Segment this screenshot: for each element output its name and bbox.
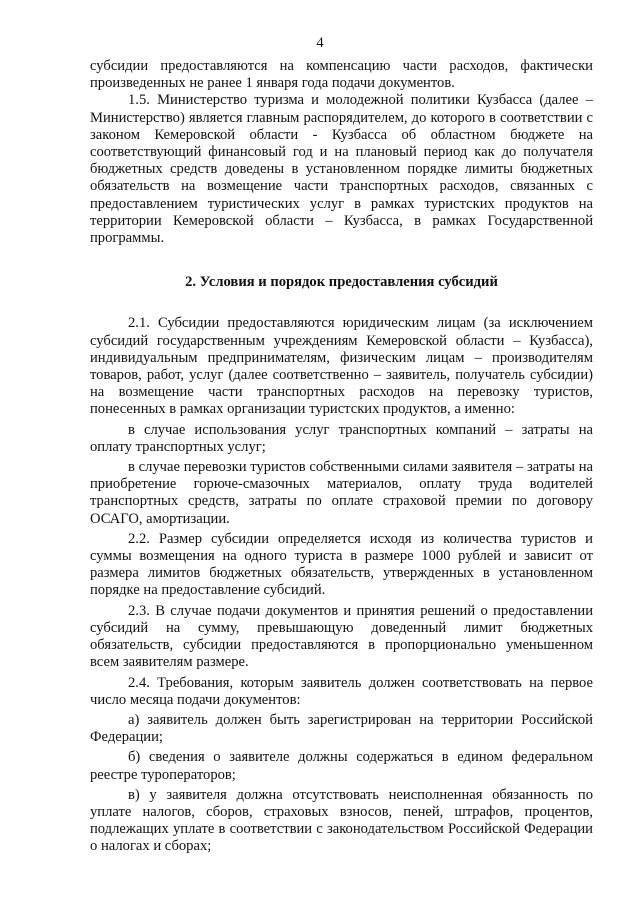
paragraph-2-2: 2.2. Размер субсидии определяется исходя из количества туристов и суммы возмещения на одного туриста в размере 1000 рублей и зависит от размера лимитов бюджетных обязательств, утвержденных в установленном порядке на предоставление субсидий. [90, 530, 593, 599]
paragraph-transport-companies: в случае использования услуг транспортных компаний – затраты на оплату транспортных услуг; [90, 421, 593, 455]
paragraph-requirement-v: в) у заявителя должна отсутствовать неисполненная обязанность по уплате налогов, сборов, страховых взносов, пеней, штрафов, процентов, подлежащих уплате в соответствии с законодательством Российской Федерации о налогах и сборах; [90, 786, 593, 855]
paragraph-1-5: 1.5. Министерство туризма и молодежной политики Кузбасса (далее – Министерство) является главным распорядителем, до которого в соответствии с законом Кемеровской области - Кузбасса об областном бюджете на соответствующий финансовый год и на плановый период как до получателя бюджетных средств доведены в установленном порядке лимиты бюджетных обязательств на возмещение части транспортных расходов, связанных с предоставлением туристических услуг в рамках туристских продуктов на территории Кемеровской области – Кузбасса, в рамках Государственной программы. [90, 92, 593, 247]
paragraph-requirement-a: а) заявитель должен быть зарегистрирован на территории Российской Федерации; [90, 711, 593, 746]
paragraph-2-1: 2.1. Субсидии предоставляются юридическим лицам (за исключением субсидий государственным учреждениям Кемеровской области – Кузбасса), индивидуальным предпринимателям, физическим лицам – производителям товаров, работ, услуг (далее соответственно – заявитель, получатель субсидии) на возмещение части транспортных расходов на перевозку туристов, понесенных в рамках организации туристских продуктов, а именно: [90, 315, 593, 418]
section-heading: 2. Условия и порядок предоставления субсидий [185, 274, 498, 291]
paragraph-requirement-b: б) сведения о заявителе должны содержаться в едином федеральном реестре туроператоров; [90, 749, 593, 783]
paragraph-continuation: субсидии предоставляются на компенсацию части расходов, фактически произведенных не ранее 1 января года подачи документов. [90, 58, 593, 92]
paragraph-2-3: 2.3. В случае подачи документов и принятия решений о предоставлении субсидий на сумму, превышающую доведенный лимит бюджетных обязательств, субсидии предоставляются в пропорционально уменьшенном всем заявителям размере. [90, 602, 593, 671]
paragraph-own-transport: в случае перевозки туристов собственными силами заявителя – затраты на приобретение горюче-смазочных материалов, оплату труда водителей транспортных средств, затраты по оплате страховой премии по договору ОСАГО, амортизации. [90, 459, 593, 527]
document-body [90, 58, 593, 856]
page-number: 4 [316, 35, 324, 51]
paragraph-2-4: 2.4. Требования, которым заявитель должен соответствовать на первое число месяца подачи документов: [90, 674, 593, 708]
